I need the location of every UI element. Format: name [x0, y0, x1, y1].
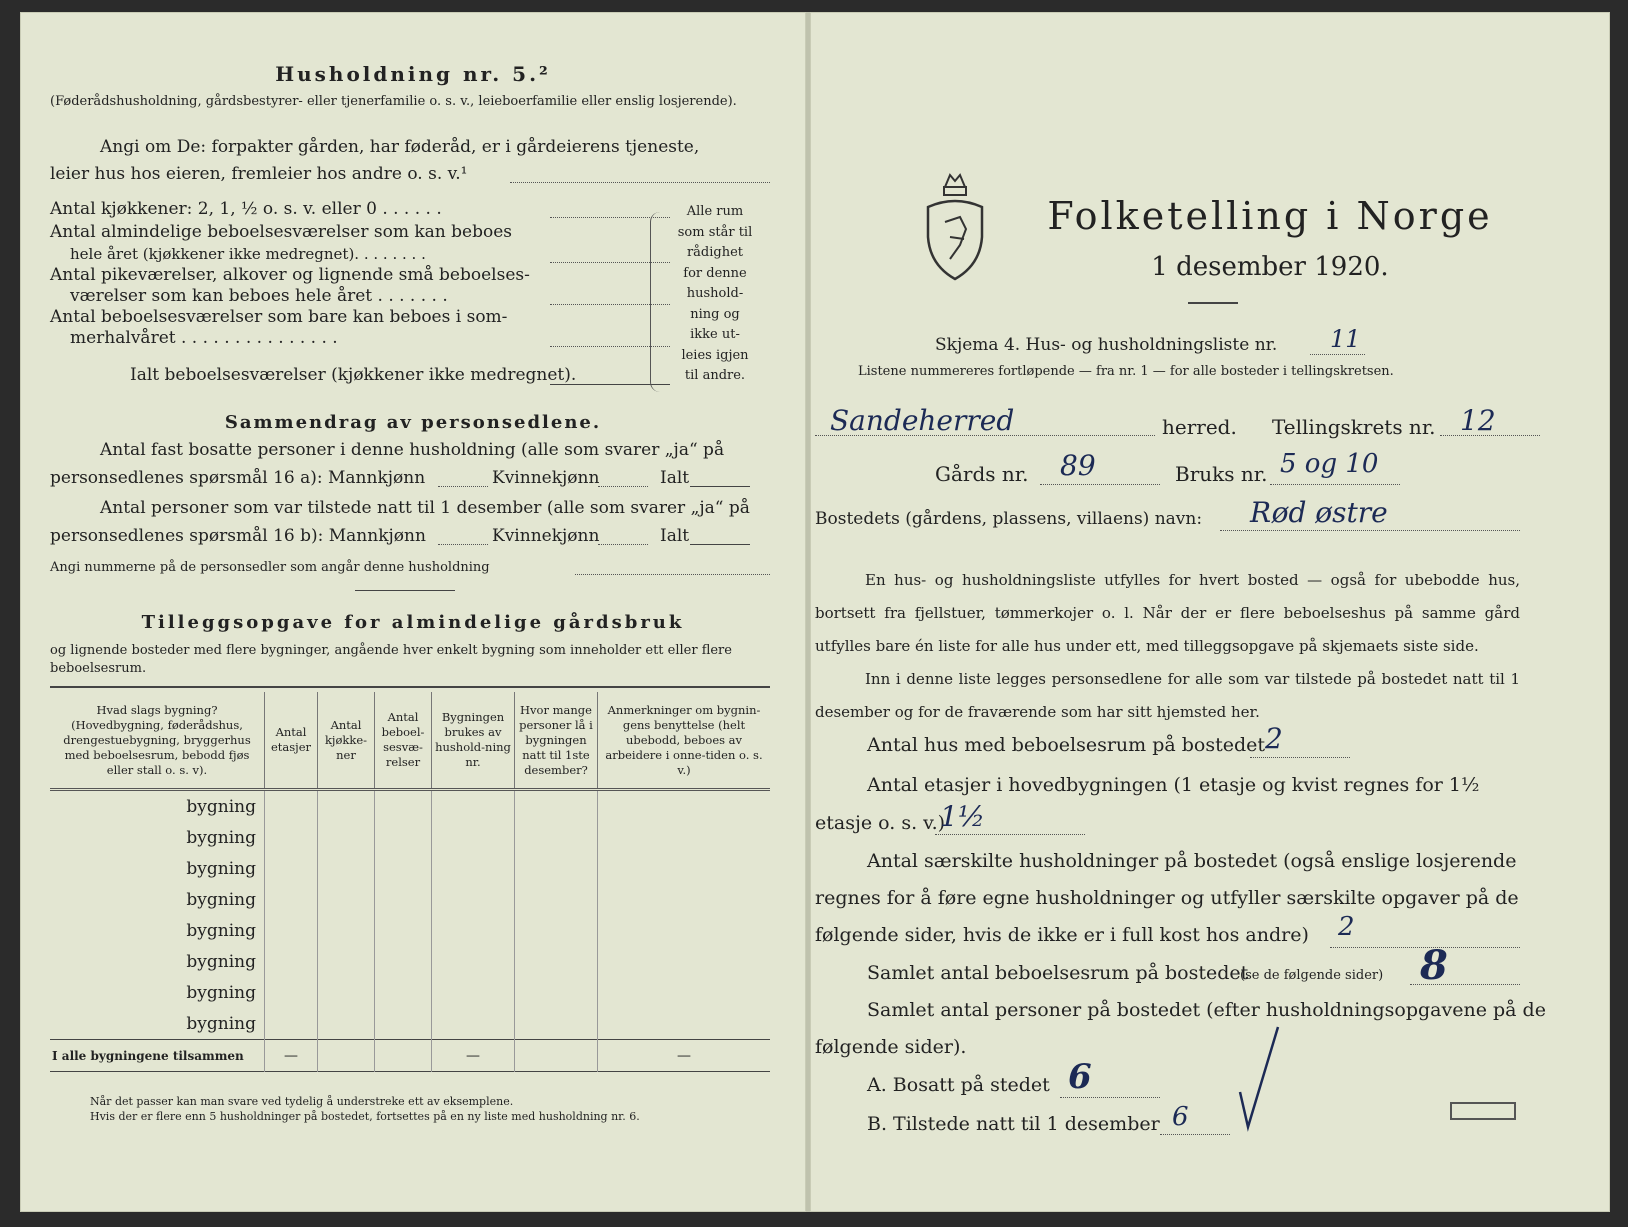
b-label: B. Tilstede natt til 1 desember — [867, 1113, 1160, 1135]
pike-line1: Antal pikeværelser, alkover og lignende små beboelses- — [50, 265, 530, 285]
col-personer: Hvor mange personer lå i bygningen natt til 1ste desember? — [515, 692, 598, 790]
brace — [650, 212, 671, 392]
fast-kvinne-line — [598, 486, 648, 487]
bosted-value: Rød østre — [1250, 496, 1388, 529]
skjema-label: Skjema 4. Hus- og husholdningsliste nr. — [935, 335, 1278, 355]
etasjer-value: 1½ — [940, 800, 985, 833]
footnote-1: Når det passer kan man svare ved tydelig å understreke ett av eksemplene. — [90, 1095, 514, 1108]
a-line — [1060, 1097, 1160, 1098]
sarskilte-line-2: regnes for å føre egne husholdninger og utfyller særskilte opgaver på de — [815, 887, 1519, 909]
tellingskrets-label: Tellingskrets nr. — [1272, 415, 1436, 439]
fast-line1: Antal fast bosatte personer i denne husholdning (alle som svarer „ja“ på — [100, 440, 725, 460]
b-value: 6 — [1172, 1102, 1189, 1132]
footnote-2: Hvis der er flere enn 5 husholdninger på bostedet, fortsettes på en ny liste med husholdning nr. 6. — [90, 1110, 640, 1123]
left-page — [20, 12, 806, 1212]
form-title: Folketelling i Norge — [1047, 194, 1493, 238]
a-label: A. Bosatt på stedet — [867, 1074, 1050, 1096]
table-top-rule — [50, 686, 770, 688]
hus-label: Antal hus med beboelsesrum på bostedet — [867, 734, 1266, 756]
col-type: Hvad slags bygning? (Hovedbygning, føderådshus, drengestuebygning, bryggerhus med beboelsesrum, bebodd fjøs eller stall o. s. v). — [63, 702, 251, 777]
fast-line2: personsedlenes spørsmål 16 a): Mannkjønn — [50, 468, 426, 488]
tilstede-ialt-line — [690, 544, 750, 545]
angi-om-line2: leier hus hos eieren, fremleier hos andre o. s. v.¹ — [50, 164, 468, 184]
printer-stamp — [1450, 1102, 1516, 1120]
gards-line — [1040, 484, 1160, 485]
etasjer-label-1: Antal etasjer i hovedbygningen (1 etasje og kvist regnes for 1½ — [867, 774, 1480, 796]
alm-line1: Antal almindelige beboelsesværelser som kan beboes — [50, 222, 512, 242]
herred-line — [815, 435, 1155, 436]
fast-ialt-line — [690, 486, 750, 487]
bruks-value: 5 og 10 — [1280, 449, 1379, 479]
listene-note: Listene nummereres fortløpende — fra nr. 1 — for alle bosteder i tellingskretsen. — [858, 364, 1394, 379]
table-total-row: I alle bygningene tilsammen — — — — [50, 1040, 770, 1072]
table-row: bygning — [50, 977, 770, 1008]
tilstede-mann-line — [438, 544, 488, 545]
tilstede-ialt-label: Ialt — [660, 526, 690, 546]
sarskilte-line-3: følgende sider, hvis de ikke er i full kost hos andre) — [815, 924, 1309, 946]
col-etasjer: Antal etasjer — [265, 692, 318, 790]
tillegg-title: Tilleggsopgave for almindelige gårdsbruk — [141, 612, 685, 633]
gards-value: 89 — [1060, 449, 1096, 482]
fast-mann-line — [438, 486, 488, 487]
col-kjokkener: Antal kjøkke-ner — [318, 692, 375, 790]
angi-om-line1: Angi om De: forpakter gården, har føderåd, er i gårdeierens tjeneste, — [100, 137, 700, 157]
col-beboelsesvaerelser: Antal beboel-sesvæ-relser — [375, 692, 432, 790]
samlet-rum-line — [1410, 984, 1520, 985]
pike-line2: værelser som kan beboes hele året . . . . . . . — [70, 286, 448, 306]
fast-kvinne-label: Kvinnekjønn — [492, 468, 600, 488]
table-row: bygning — [50, 915, 770, 946]
instructions-1: En hus- og husholdningsliste utfylles for hvert bosted — også for ubebodde hus, bortsett fra fjellstuer, tømmerkojer o. l. Når der er flere beboelseshus på samme gård utfylles bare én liste for alle hus under ett, med tilleggsopgave på skjemaets siste side. — [815, 571, 1520, 655]
hus-line — [1250, 757, 1350, 758]
kjokkener-label: Antal kjøkkener: 2, 1, ½ o. s. v. eller 0 . . . . . . — [50, 199, 442, 219]
building-table — [50, 692, 770, 1072]
a-value: 6 — [1068, 1057, 1092, 1097]
col-anmerkninger: Anmerkninger om bygnin-gens benyttelse (helt ubebodd, beboes av arbeidere i onne-tiden o. s. v.) — [598, 692, 771, 790]
b-line — [1160, 1134, 1230, 1135]
tilstede-line2: personsedlenes spørsmål 16 b): Mannkjønn — [50, 526, 426, 546]
tilstede-kvinne-line — [598, 544, 648, 545]
gards-label: Gårds nr. — [935, 462, 1029, 486]
household-title: Husholdning nr. 5.² — [275, 62, 551, 86]
bosted-label: Bostedets (gårdens, plassens, villaens) navn: — [815, 509, 1203, 529]
samlet-rum-note: (se de følgende sider) — [1240, 968, 1384, 983]
table-row: bygning — [50, 884, 770, 915]
tellingskrets-value: 12 — [1460, 404, 1496, 437]
hus-value: 2 — [1265, 722, 1283, 755]
tillegg-note: og lignende bosteder med flere bygninger, angående hver enkelt bygning som inneholder ett eller flere beboelsesrum. — [50, 643, 732, 676]
sommer-line1: Antal beboelsesværelser som bare kan beboes i som- — [50, 307, 508, 327]
table-row: bygning — [50, 853, 770, 884]
sarskilte-value: 2 — [1338, 912, 1355, 942]
checkmark-icon — [1230, 1022, 1290, 1132]
bruks-line — [1270, 484, 1400, 485]
divider — [355, 590, 455, 591]
table-row: bygning — [50, 822, 770, 853]
tellingskrets-line — [1440, 435, 1540, 436]
tilstede-kvinne-label: Kvinnekjønn — [492, 526, 600, 546]
alm-line2: hele året (kjøkkener ikke medregnet). . . . . . . . — [70, 245, 426, 263]
bruks-label: Bruks nr. — [1175, 462, 1268, 486]
etasjer-label-2: etasje o. s. v.) — [815, 812, 946, 834]
instructions-2: Inn i denne liste legges personsedlene for alle som var tilstede på bostedet natt til 1 desember og for de fraværende som har sitt hjemsted her. — [815, 670, 1520, 721]
sammendrag-title: Sammendrag av personsedlene. — [224, 412, 602, 433]
herred-label: herred. — [1162, 415, 1237, 439]
norway-coat-of-arms-icon — [920, 167, 990, 287]
title-divider — [1188, 302, 1238, 304]
angi-om-answer-line — [510, 182, 770, 183]
samlet-rum-label: Samlet antal beboelsesrum på bostedet — [867, 962, 1249, 984]
angi-nummerne: Angi nummerne på de personsedler som angår denne husholdning — [50, 560, 490, 575]
tilstede-line1: Antal personer som var tilstede natt til 1 desember (alle som svarer „ja“ på — [100, 498, 750, 518]
sommer-line2: merhalvåret . . . . . . . . . . . . . . . — [70, 328, 338, 348]
nummerne-line — [575, 574, 770, 575]
bosted-line — [1220, 530, 1520, 531]
samlet-rum-value: 8 — [1420, 942, 1448, 989]
right-page — [810, 12, 1610, 1212]
herred-value: Sandeherred — [830, 404, 1015, 437]
sarskilte-line-1: Antal særskilte husholdninger på bostedet (også enslige losjerende — [867, 850, 1517, 872]
fast-ialt-label: Ialt — [660, 468, 690, 488]
household-note: (Føderådshusholdning, gårdsbestyrer- eller tjenerfamilie o. s. v., leieboerfamilie eller enslig losjerende). — [50, 94, 737, 109]
samlet-pers-line-2: følgende sider). — [815, 1036, 967, 1058]
samlet-pers-line-1: Samlet antal personer på bostedet (efter husholdningsopgavene på de — [867, 999, 1546, 1021]
form-date: 1 desember 1920. — [1151, 252, 1389, 282]
table-row: bygning — [50, 946, 770, 977]
skjema-value: 11 — [1330, 325, 1361, 353]
etasjer-line — [935, 834, 1085, 835]
ialt-label: Ialt beboelsesværelser (kjøkkener ikke medregnet). — [130, 365, 577, 385]
table-row: bygning — [50, 790, 770, 823]
skjema-line — [1310, 354, 1365, 355]
table-row: bygning — [50, 1008, 770, 1040]
col-husholdning: Bygningen brukes av hushold-ning nr. — [432, 692, 515, 790]
brace-note: Alle rum som står til rådighet for denne hushold- ning og ikke ut- leies igjen til andre. — [677, 204, 753, 383]
